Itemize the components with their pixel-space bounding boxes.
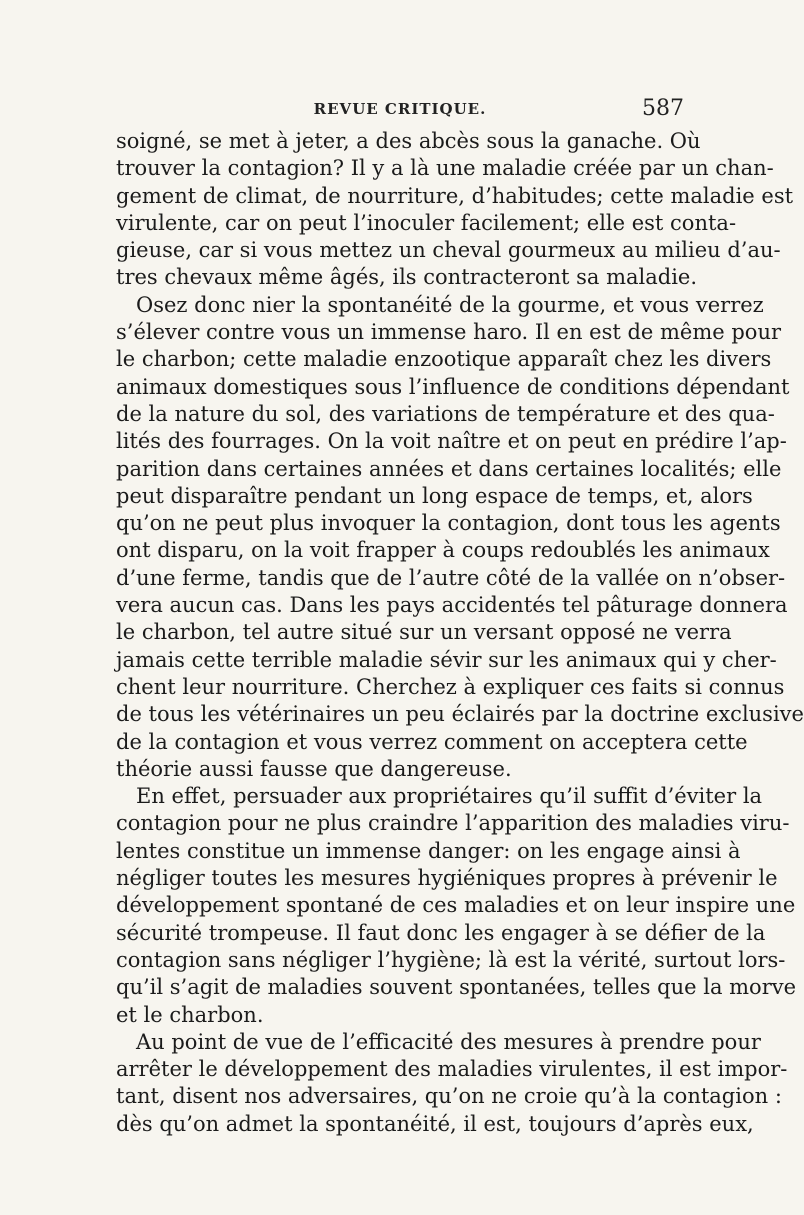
text-line: trouver la contagion? Il y a là une maladie créée par un chan- <box>116 156 774 181</box>
text-line: lités des fourrages. On la voit naître et on peut en prédire l’ap- <box>116 429 787 454</box>
text-line: de la nature du sol, des variations de température et des qua- <box>116 401 775 426</box>
text-line: vera aucun cas. Dans les pays accidentés tel pâturage donnera <box>116 593 788 618</box>
text-line: arrêter le développement des maladies virulentes, il est impor- <box>116 1057 788 1082</box>
text-line: jamais cette terrible maladie sévir sur les animaux qui y cher- <box>116 647 777 672</box>
paragraph-start-line: Osez donc nier la spontanéité de la gourme, et vous verrez <box>136 292 764 317</box>
text-line: et le charbon. <box>116 1002 264 1027</box>
text-line: développement spontané de ces maladies et on leur inspire une <box>116 893 796 918</box>
text-line: gement de climat, de nourriture, d’habitudes; cette maladie est <box>116 183 794 208</box>
text-line: négliger toutes les mesures hygiéniques propres à prévenir le <box>116 866 778 891</box>
body-text <box>116 128 804 1138</box>
text-line: le charbon; cette maladie enzootique apparaît chez les divers <box>116 347 772 372</box>
text-line: ont disparu, on la voit frapper à coups redoublés les animaux <box>116 538 770 563</box>
text-line: tant, disent nos adversaires, qu’on ne croie qu’à la contagion : <box>116 1084 782 1109</box>
text-line: peut disparaître pendant un long espace de temps, et, alors <box>116 483 753 508</box>
text-line: contagion pour ne plus craindre l’apparition des maladies viru- <box>116 811 790 836</box>
text-line: le charbon, tel autre situé sur un versant opposé ne verra <box>116 620 732 645</box>
text-line: chent leur nourriture. Cherchez à expliquer ces faits si connus <box>116 674 785 699</box>
text-line: théorie aussi fausse que dangereuse. <box>116 756 512 781</box>
text-line: d’une ferme, tandis que de l’autre côté de la vallée on n’obser- <box>116 565 786 590</box>
text-line: virulente, car on peut l’inoculer facilement; elle est conta- <box>116 210 737 235</box>
running-title: REVUE CRITIQUE. <box>313 100 487 118</box>
text-line: de tous les vétérinaires un peu éclairés par la doctrine exclusive <box>116 702 804 727</box>
text-line: animaux domestiques sous l’influence de conditions dépendant <box>116 374 790 399</box>
running-head <box>116 96 684 124</box>
text-line: sécurité trompeuse. Il faut donc les engager à se défier de la <box>116 920 766 945</box>
text-line: s’élever contre vous un immense haro. Il en est de même pour <box>116 320 782 345</box>
text-line: gieuse, car si vous mettez un cheval gourmeux au milieu d’au- <box>116 238 781 263</box>
text-line: qu’on ne peut plus invoquer la contagion, dont tous les agents <box>116 511 781 536</box>
paragraph-start-line: Au point de vue de l’efficacité des mesures à prendre pour <box>136 1029 761 1054</box>
text-line: tres chevaux même âgés, ils contracteront sa maladie. <box>116 265 698 290</box>
text-line: parition dans certaines années et dans certaines localités; elle <box>116 456 782 481</box>
text-line: soigné, se met à jeter, a des abcès sous la ganache. Où <box>116 129 701 153</box>
paragraph-start-line: En effet, persuader aux propriétaires qu’il suffit d’éviter la <box>136 784 763 809</box>
page-number: 587 <box>642 96 684 121</box>
text-line: qu’il s’agit de maladies souvent spontanées, telles que la morve <box>116 975 797 1000</box>
text-line: contagion sans négliger l’hygiène; là est la vérité, surtout lors- <box>116 947 786 972</box>
text-line: dès qu’on admet la spontanéité, il est, toujours d’après eux, <box>116 1111 754 1136</box>
text-line: lentes constitue un immense danger: on les engage ainsi à <box>116 838 741 863</box>
text-line: de la contagion et vous verrez comment on acceptera cette <box>116 729 748 754</box>
